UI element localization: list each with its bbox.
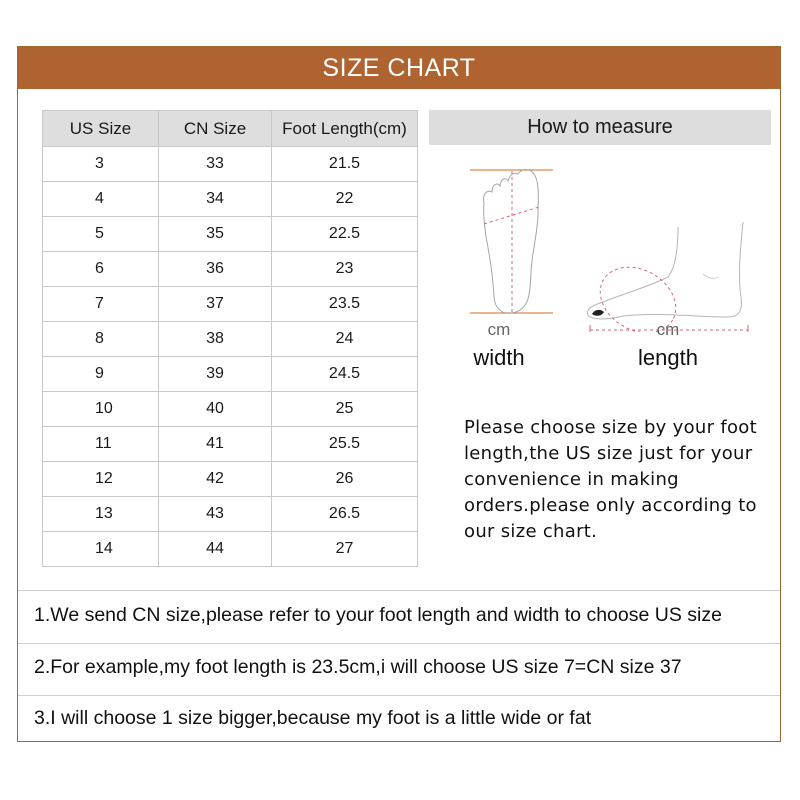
us-size-cell: 5 <box>43 217 159 252</box>
cn-size-cell: 33 <box>159 147 272 182</box>
length-caption: length <box>638 345 698 370</box>
foot-length-cell: 25.5 <box>272 427 418 462</box>
tip-1: 1.We send CN size,please refer to your foot length and width to choose US size <box>34 604 722 626</box>
how-to-measure-heading: How to measure <box>429 110 771 145</box>
foot-length-cell: 22 <box>272 182 418 217</box>
us-size-cell: 14 <box>43 532 159 567</box>
table-row <box>43 427 418 462</box>
cn-size-cell: 39 <box>159 357 272 392</box>
table-row <box>43 182 418 217</box>
us-size-cell: 12 <box>43 462 159 497</box>
column-header-cn-size: CN Size <box>159 111 272 147</box>
divider <box>18 695 780 696</box>
column-header-foot-length: Foot Length(cm) <box>272 111 418 147</box>
foot-length-cell: 22.5 <box>272 217 418 252</box>
foot-length-cell: 23 <box>272 252 418 287</box>
table-row <box>43 357 418 392</box>
tip-3: 3.I will choose 1 size bigger,because my foot is a little wide or fat <box>34 707 592 729</box>
cn-size-cell: 40 <box>159 392 272 427</box>
width-unit-label: cm <box>487 320 511 339</box>
tip-2: 2.For example,my foot length is 23.5cm,i will choose US size 7=CN size 37 <box>34 656 682 678</box>
foot-length-cell: 26.5 <box>272 497 418 532</box>
foot-width-diagram-icon <box>448 162 558 322</box>
us-size-cell: 7 <box>43 287 159 322</box>
us-size-cell: 10 <box>43 392 159 427</box>
cn-size-cell: 38 <box>159 322 272 357</box>
divider <box>18 643 780 644</box>
us-size-cell: 11 <box>43 427 159 462</box>
foot-length-cell: 24 <box>272 322 418 357</box>
size-table <box>42 110 418 567</box>
us-size-cell: 8 <box>43 322 159 357</box>
table-row <box>43 462 418 497</box>
foot-length-cell: 21.5 <box>272 147 418 182</box>
size-chart-title: SIZE CHART <box>18 47 780 89</box>
foot-length-cell: 25 <box>272 392 418 427</box>
foot-length-cell: 27 <box>272 532 418 567</box>
table-row <box>43 217 418 252</box>
column-header-us-size: US Size <box>43 111 159 147</box>
table-row <box>43 532 418 567</box>
cn-size-cell: 41 <box>159 427 272 462</box>
table-row <box>43 497 418 532</box>
cn-size-cell: 34 <box>159 182 272 217</box>
table-row <box>43 322 418 357</box>
table-row <box>43 147 418 182</box>
foot-length-diagram-icon <box>578 222 753 332</box>
cn-size-cell: 37 <box>159 287 272 322</box>
foot-length-cell: 24.5 <box>272 357 418 392</box>
size-advice-note: Please choose size by your foot length,the US size just for your convenience in making orders.please only according to our size chart. <box>464 417 757 542</box>
size-chart-frame <box>17 46 781 742</box>
cn-size-cell: 42 <box>159 462 272 497</box>
cn-size-cell: 36 <box>159 252 272 287</box>
us-size-cell: 4 <box>43 182 159 217</box>
us-size-cell: 9 <box>43 357 159 392</box>
length-unit-label: cm <box>656 320 680 339</box>
foot-length-cell: 23.5 <box>272 287 418 322</box>
foot-length-cell: 26 <box>272 462 418 497</box>
table-row <box>43 287 418 322</box>
divider <box>18 590 780 591</box>
us-size-cell: 6 <box>43 252 159 287</box>
table-row <box>43 252 418 287</box>
cn-size-cell: 44 <box>159 532 272 567</box>
cn-size-cell: 35 <box>159 217 272 252</box>
us-size-cell: 13 <box>43 497 159 532</box>
table-row <box>43 392 418 427</box>
width-caption: width <box>473 345 525 370</box>
cn-size-cell: 43 <box>159 497 272 532</box>
us-size-cell: 3 <box>43 147 159 182</box>
table-header-row <box>43 111 418 147</box>
